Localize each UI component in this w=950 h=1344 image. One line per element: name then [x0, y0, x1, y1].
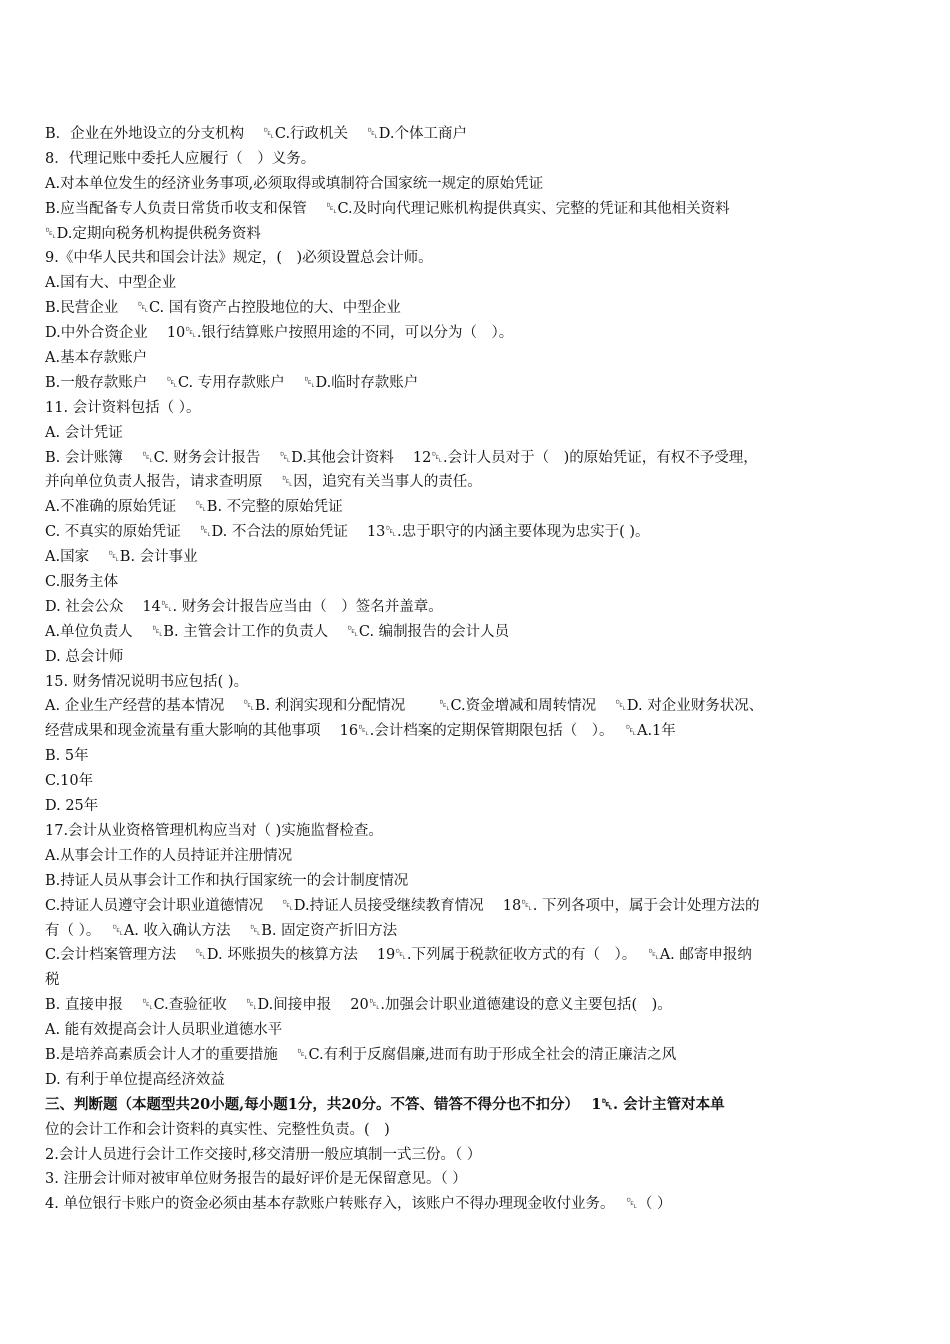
text-line: B.一般存款账户 ␡C. 专用存款账户 ␡D.临时存款账户 — [45, 374, 419, 391]
text-line: B.是培养高素质会计人才的重要措施 ␡C.有利于反腐倡廉,进而有助于形成全社会的清正廉洁之风 — [45, 1046, 677, 1063]
text-line: D. 总会计师 — [45, 648, 124, 665]
text-line: C.服务主体 — [45, 574, 119, 591]
text-line: A.对本单位发生的经济业务事项,必须取得或填制符合国家统一规定的原始凭证 — [45, 175, 544, 192]
question-10: D.中外合资企业 10␡.银行结算账户按照用途的不同，可以分为（ ）。 — [45, 325, 514, 342]
question-13: C. 不真实的原始凭证 ␡D. 不合法的原始凭证 13␡.忠于职守的内涵主要体现为忠实于( )。 — [45, 524, 650, 541]
question-20: B. 直接申报 ␡C.查验征收 ␡D.间接申报 20␡.加强会计职业道德建设的意义主要包括( )。 — [45, 997, 672, 1014]
question-9: 9.《中华人民共和国会计法》规定，( )必须设置总会计师。 — [45, 250, 433, 267]
text-line: A.国家 ␡B. 会计事业 — [45, 549, 198, 566]
text-line: B.民营企业 ␡C. 国有资产占控股地位的大、中型企业 — [45, 300, 401, 317]
text-line: B.应当配备专人负责日常货币收支和保管 ␡C.及时向代理记账机构提供真实、完整的凭证和其他相关资料 — [45, 200, 730, 217]
question-14: D. 社会公众 14␡. 财务会计报告应当由（ ）签名并盖章。 — [45, 598, 443, 615]
question-15: 15. 财务情况说明书应包括( )。 — [45, 673, 249, 690]
judgment-2: 2.会计人员进行会计工作交接时,移交清册一般应填制一式三份。（ ） — [45, 1146, 482, 1163]
judgment-4: 4. 单位银行卡账户的资金必须由基本存款账户转账存入，该账户不得办理现金收付业务。 ␡（ ） — [45, 1196, 672, 1213]
text-line: 并向单位负责人报告，请求查明原 ␡因，追究有关当事人的责任。 — [45, 474, 482, 491]
question-12: B. 会计账簿 ␡C. 财务会计报告 ␡D.其他会计资料 12␡.会计人员对于（ )的原始凭证，有权不予受理， — [45, 449, 758, 466]
text-line: A. 能有效提高会计人员职业道德水平 — [45, 1022, 283, 1039]
text-line: A.不准确的原始凭证 ␡B. 不完整的原始凭证 — [45, 499, 343, 516]
text-line: A.国有大、中型企业 — [45, 275, 177, 292]
document-body — [45, 122, 905, 1217]
text-line: B．企业在外地设立的分支机构 ␡C.行政机关 ␡D.个体工商户 — [45, 126, 467, 142]
text-line: A.基本存款账户 — [45, 350, 148, 367]
text-line: C.10年 — [45, 773, 94, 790]
section-heading-judgment: 三、判断题（本题型共20小题,每小题1分，共20分。不答、错答不得分也不扣分） 1␡. 会计主管对本单 — [45, 1095, 725, 1113]
question-19: C.会计档案管理方法 ␡D. 坏账损失的核算方法 19␡.下列属于税款征收方式的有（ ）。 ␡A. 邮寄申报纳 — [45, 947, 752, 964]
text-line: A.从事会计工作的人员持证并注册情况 — [45, 847, 293, 864]
text-line: D. 25年 — [45, 798, 99, 815]
question-17: 17.会计从业资格管理机构应当对（ )实施监督检查。 — [45, 822, 383, 839]
text-line: ␡D.定期向税务机构提供税务资料 — [45, 225, 261, 242]
text-line: 税 — [45, 972, 60, 989]
text-line: A.单位负责人 ␡B. 主管会计工作的负责人 ␡C. 编制报告的会计人员 — [45, 623, 510, 640]
question-16: 经营成果和现金流量有重大影响的其他事项 16␡.会计档案的定期保管期限包括（ ）。 ␡A.1年 — [45, 723, 676, 740]
question-18: C.持证人员遵守会计职业道德情况 ␡D.持证人员接受继续教育情况 18␡. 下列各项中，属于会计处理方法的 — [45, 897, 760, 914]
text-line: A. 企业生产经营的基本情况 ␡B. 利润实现和分配情况 ␡C.资金增减和周转情况 ␡D. 对企业财务状况、 — [45, 698, 764, 715]
text-line: B. 5年 — [45, 748, 89, 765]
text-line: B.持证人员从事会计工作和执行国家统一的会计制度情况 — [45, 872, 409, 889]
judgment-3: 3. 注册会计师对被审单位财务报告的最好评价是无保留意见。（ ） — [45, 1171, 467, 1188]
question-8: 8．代理记账中委托人应履行（ ）义务。 — [45, 150, 316, 167]
question-11: 11. 会计资料包括（ ）。 — [45, 399, 201, 416]
text-line: 有（ ）。 ␡A. 收入确认方法 ␡B. 固定资产折旧方法 — [45, 922, 398, 939]
text-line: A. 会计凭证 — [45, 424, 123, 441]
text-line: 位的会计工作和会计资料的真实性、完整性负责。( ) — [45, 1121, 390, 1138]
text-line: D. 有利于单位提高经济效益 — [45, 1071, 225, 1088]
